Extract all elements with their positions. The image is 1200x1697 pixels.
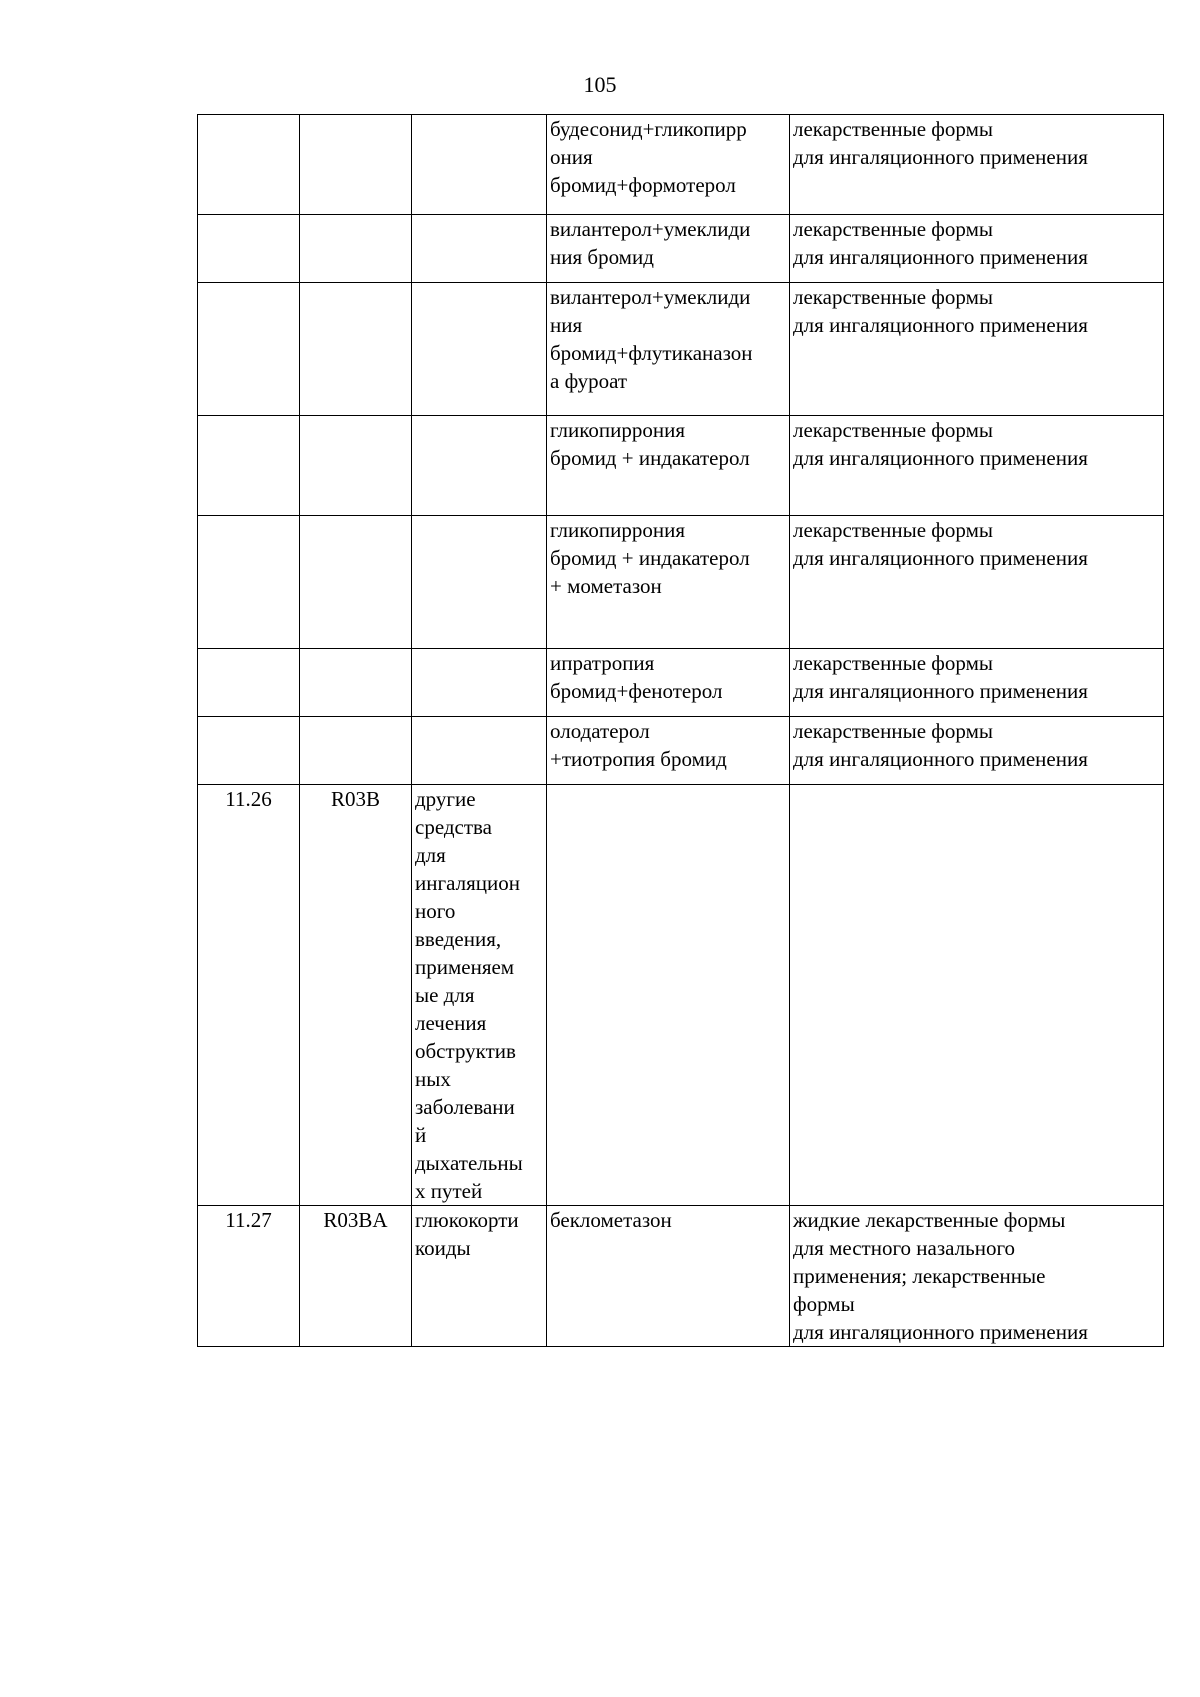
cell-substance-line: гликопиррония [550, 418, 686, 442]
cell-forms-line: для ингаляционного применения [793, 145, 1088, 169]
cell-forms [790, 115, 1164, 215]
cell-atc-code [300, 717, 412, 785]
cell-atc-code [300, 516, 412, 649]
cell-number: 11.27 [198, 1206, 300, 1347]
cell-forms-line: лекарственные формы [793, 418, 993, 442]
cell-forms-line: применения; лекарственные [793, 1264, 1046, 1288]
cell-substance-line: бромид + индакатерол [550, 446, 750, 470]
cell-substance [547, 115, 790, 215]
cell-forms [790, 785, 1164, 1206]
table-row [198, 283, 1164, 416]
cell-forms [790, 649, 1164, 717]
cell-atc-code: R03B [300, 785, 412, 1206]
cell-forms [790, 283, 1164, 416]
cell-number [198, 115, 300, 215]
cell-substance [547, 785, 790, 1206]
table-row [198, 1206, 1164, 1347]
cell-substance-line: ония [550, 145, 593, 169]
cell-group [412, 1206, 547, 1347]
cell-group-line: лечения [415, 1011, 487, 1035]
cell-forms-line: для ингаляционного применения [793, 446, 1088, 470]
cell-number [198, 717, 300, 785]
cell-atc-code [300, 649, 412, 717]
cell-forms-line: лекарственные формы [793, 719, 993, 743]
cell-forms [790, 717, 1164, 785]
cell-group-line: глюкокорти [415, 1208, 519, 1232]
cell-atc-code [300, 416, 412, 516]
cell-group [412, 215, 547, 283]
cell-group-line: ного [415, 899, 456, 923]
cell-atc-code: R03BA [300, 1206, 412, 1347]
cell-group-line: заболевани [415, 1095, 515, 1119]
cell-group [412, 785, 547, 1206]
cell-group-line: й [415, 1123, 427, 1147]
table-row [198, 649, 1164, 717]
cell-group-line: обструктив [415, 1039, 516, 1063]
cell-group-line: применяем [415, 955, 515, 979]
cell-substance-line: будесонид+гликопирр [550, 117, 747, 141]
cell-group [412, 416, 547, 516]
cell-substance-line: бромид+формотерол [550, 173, 736, 197]
cell-substance-line: ния бромид [550, 245, 654, 269]
cell-group [412, 283, 547, 416]
cell-forms-line: для ингаляционного применения [793, 546, 1088, 570]
cell-substance-line: бромид + индакатерол [550, 546, 750, 570]
cell-group-line: для [415, 843, 446, 867]
cell-group-line: средства [415, 815, 493, 839]
cell-group-line: ые для [415, 983, 475, 1007]
cell-group-line: ных [415, 1067, 451, 1091]
cell-forms-line: для ингаляционного применения [793, 679, 1088, 703]
cell-forms-line: формы [793, 1292, 855, 1316]
cell-substance [547, 283, 790, 416]
cell-forms-line: жидкие лекарственные формы [793, 1208, 1066, 1232]
cell-substance-line: +тиотропия бромид [550, 747, 727, 771]
cell-substance-line: ипратропия [550, 651, 655, 675]
cell-substance-line: беклометазон [550, 1208, 672, 1232]
cell-forms-line: лекарственные формы [793, 285, 993, 309]
cell-forms [790, 416, 1164, 516]
cell-substance [547, 215, 790, 283]
table-row [198, 785, 1164, 1206]
cell-number [198, 516, 300, 649]
cell-number [198, 416, 300, 516]
cell-group-line: другие [415, 787, 476, 811]
cell-substance-line: + мометазон [550, 574, 662, 598]
cell-substance [547, 416, 790, 516]
cell-forms [790, 215, 1164, 283]
cell-substance [547, 717, 790, 785]
cell-substance-line: вилантерол+умеклиди [550, 217, 751, 241]
table-row [198, 215, 1164, 283]
cell-group-line: х путей [415, 1179, 483, 1203]
cell-group [412, 115, 547, 215]
cell-forms-line: лекарственные формы [793, 651, 993, 675]
table-row [198, 717, 1164, 785]
table-row [198, 516, 1164, 649]
cell-substance-line: вилантерол+умеклиди [550, 285, 751, 309]
cell-atc-code [300, 215, 412, 283]
cell-substance [547, 516, 790, 649]
cell-atc-code [300, 115, 412, 215]
cell-number: 11.26 [198, 785, 300, 1206]
cell-substance [547, 1206, 790, 1347]
table-row [198, 115, 1164, 215]
cell-substance-line: гликопиррония [550, 518, 686, 542]
cell-group [412, 717, 547, 785]
cell-forms [790, 1206, 1164, 1347]
cell-substance [547, 649, 790, 717]
cell-forms-line: для ингаляционного применения [793, 313, 1088, 337]
cell-forms-line: лекарственные формы [793, 117, 993, 141]
drug-table [197, 114, 1164, 1347]
cell-group-line: ингаляцион [415, 871, 520, 895]
cell-forms-line: для ингаляционного применения [793, 245, 1088, 269]
cell-group-line: коиды [415, 1236, 471, 1260]
cell-number [198, 649, 300, 717]
cell-forms-line: для ингаляционного применения [793, 747, 1088, 771]
cell-forms-line: лекарственные формы [793, 518, 993, 542]
cell-group [412, 516, 547, 649]
cell-group-line: введения, [415, 927, 502, 951]
cell-substance-line: олодатерол [550, 719, 650, 743]
cell-forms [790, 516, 1164, 649]
cell-group-line: дыхательны [415, 1151, 523, 1175]
cell-substance-line: бромид+фенотерол [550, 679, 723, 703]
cell-number [198, 283, 300, 416]
cell-substance-line: бромид+флутиканазон [550, 341, 753, 365]
page-number: 105 [583, 72, 617, 97]
cell-atc-code [300, 283, 412, 416]
cell-forms-line: для ингаляционного применения [793, 1320, 1088, 1344]
table-row [198, 416, 1164, 516]
cell-number [198, 215, 300, 283]
cell-group [412, 649, 547, 717]
cell-forms-line: для местного назального [793, 1236, 1016, 1260]
cell-forms-line: лекарственные формы [793, 217, 993, 241]
cell-substance-line: а фуроат [550, 369, 628, 393]
cell-substance-line: ния [550, 313, 583, 337]
